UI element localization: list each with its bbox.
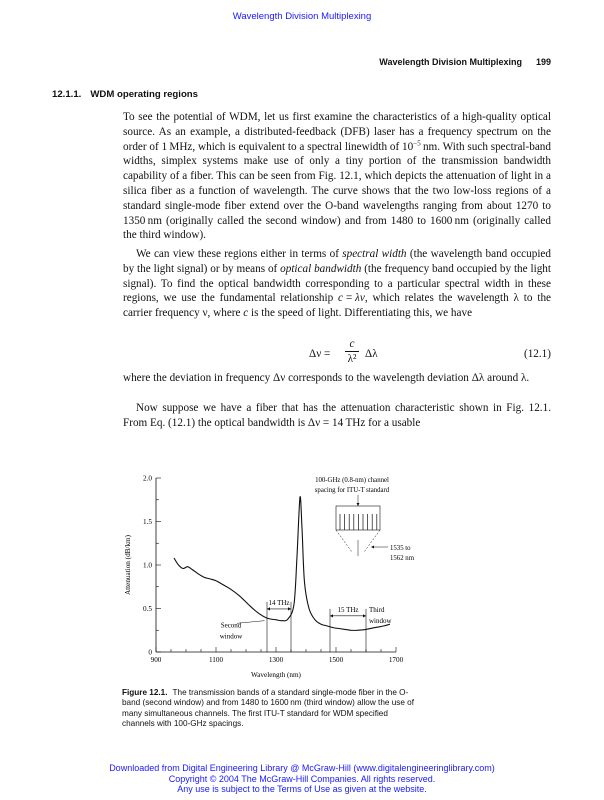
p2-term-optical-bandwidth: optical bandwidth <box>280 262 362 275</box>
p2-text-c: (the frequency band occupied by the light signal). To find the optical bandwidth corresponding to a particular spectral width in these regions, we use the fundamental relationship <box>123 262 551 305</box>
arrow-head <box>330 614 333 617</box>
attenuation-chart <box>118 462 418 684</box>
arrow-head <box>363 614 366 617</box>
channel-spacing-label-1: 100-GHz (0.8-nm) channel <box>315 477 389 484</box>
page-number: 199 <box>535 57 551 67</box>
running-head <box>379 57 551 67</box>
arrow-head <box>267 607 270 610</box>
p2-text-a: We can view these regions either in terms of <box>136 248 343 260</box>
paragraph-4: Now suppose we have a fiber that has the attenuation characteristic shown in Fig. 12.1. From Eq. (12.1) the optical bandwidth is Δν = 14 THz for a usable <box>123 402 551 429</box>
channel-range-label-1: 1535 to <box>390 545 411 552</box>
equation-denominator: λ² <box>347 353 357 365</box>
y-tick-label: 0.5 <box>143 605 152 613</box>
x-tick-label: 1300 <box>268 656 284 664</box>
p2-relation: c = λν <box>338 292 365 305</box>
x-tick-label: 1100 <box>208 656 224 664</box>
channel-inset-box <box>336 506 380 530</box>
chart-axes <box>156 478 396 652</box>
section-number: 12.1.1. <box>52 89 82 100</box>
chart-bands <box>267 599 366 652</box>
paragraph-3: where the deviation in frequency Δν corresponds to the wavelength deviation Δλ around λ. <box>123 372 530 384</box>
y-axis-label: Attenuation (dB/km) <box>124 534 132 596</box>
p2-var-c: c <box>243 307 249 320</box>
y-tick-label: 1.0 <box>143 561 152 570</box>
equation-12-1 <box>123 338 551 370</box>
p2-text-b: (the wavelength band occupied by the light signal) or by means of <box>123 248 551 275</box>
paragraph-2 <box>123 247 551 321</box>
equation-numerator: c <box>345 338 359 352</box>
zoom-guide <box>336 530 352 552</box>
footer-download-link[interactable]: Downloaded from Digital Engineering Library @ McGraw-Hill (www.digitalengineeringlibrary.com) <box>109 763 495 773</box>
p2-text-d: , which relates the wavelength λ to the carrier frequency ν, where <box>123 292 551 320</box>
zoom-guide <box>364 530 380 552</box>
equation-lhs: Δν = <box>309 348 331 360</box>
x-tick-label: 1700 <box>388 656 404 664</box>
footer <box>0 763 604 795</box>
second-window-label: Second <box>220 621 242 630</box>
p2-text-e: is the speed of light. Differentiating this, we have <box>248 307 473 320</box>
arrow-head <box>288 607 291 610</box>
footer-copyright: Copyright © 2004 The McGraw-Hill Companies. All rights reserved. <box>168 773 436 784</box>
top-source-link[interactable]: Wavelength Division Multiplexing <box>232 11 372 22</box>
y-tick-label: 2.0 <box>143 474 152 483</box>
arrow-head <box>357 503 360 506</box>
section-title: WDM operating regions <box>90 89 199 100</box>
x-tick-label: 1500 <box>328 656 344 664</box>
caption-label: Figure 12.1. <box>122 688 168 697</box>
equation-fraction <box>345 338 359 366</box>
channel-spacing-label-2: spacing for ITU-T standard <box>314 487 390 494</box>
x-axis-label: Wavelength (nm) <box>251 671 301 679</box>
y-tick-label: 0 <box>148 648 152 657</box>
band-label: 14 THz <box>268 598 290 607</box>
p1-text-b: nm. With such spectral-band widths, simplex systems make use of only a tiny portion of the transmission bandwidth capability of a fiber. This can be seen from Fig. 12.1, which depicts the attenuation of light in a silica fiber as a function of wavelength. The curve shows that the two low-loss regions of a standard single-mode fiber extend over the O-band wavelengths ranging from about 1270 to 1350 nm (originally called the second window) and from 1480 to 1600 nm (originally called the third window). <box>123 140 551 242</box>
section-heading <box>52 89 198 100</box>
figure-caption <box>122 688 422 730</box>
caption-text: The transmission bands of a standard single-mode fiber in the O-band (second window) and from 1480 to 1600 nm (third window) allow the use of many simultaneous channels. The first ITU-T standard for WDM specified channels with 100-GHz spacings. <box>122 688 415 729</box>
running-title: Wavelength Division Multiplexing <box>379 57 522 67</box>
y-tick-label: 1.5 <box>143 518 152 526</box>
channel-range-label-2: 1562 nm <box>390 555 414 562</box>
equation-number: (12.1) <box>523 348 551 360</box>
paragraph-1 <box>123 110 551 243</box>
channel-spacing-inset <box>315 477 415 562</box>
footer-terms-link[interactable]: Any use is subject to the Terms of Use as given at the website. <box>177 784 427 794</box>
third-window-label: Third <box>369 605 385 614</box>
arrow-head <box>371 546 374 549</box>
equation-rhs: Δλ <box>365 348 378 360</box>
p2-term-spectral-width: spectral width <box>342 248 407 260</box>
third-window-label: window <box>369 616 392 625</box>
x-tick-label: 900 <box>150 656 162 664</box>
p1-text-a: To see the potential of WDM, let us first examine the characteristics of a high-quality optical source. As an example, a distributed-feedback (DFB) laser has a frequency spectrum on the order of 1 MHz, which is equivalent to a spectral linewidth of 10 <box>123 111 551 153</box>
p1-exponent: −5 <box>413 138 421 147</box>
second-window-label: window <box>219 632 243 641</box>
band-label: 15 THz <box>337 605 359 614</box>
chart-ticks <box>143 475 404 665</box>
